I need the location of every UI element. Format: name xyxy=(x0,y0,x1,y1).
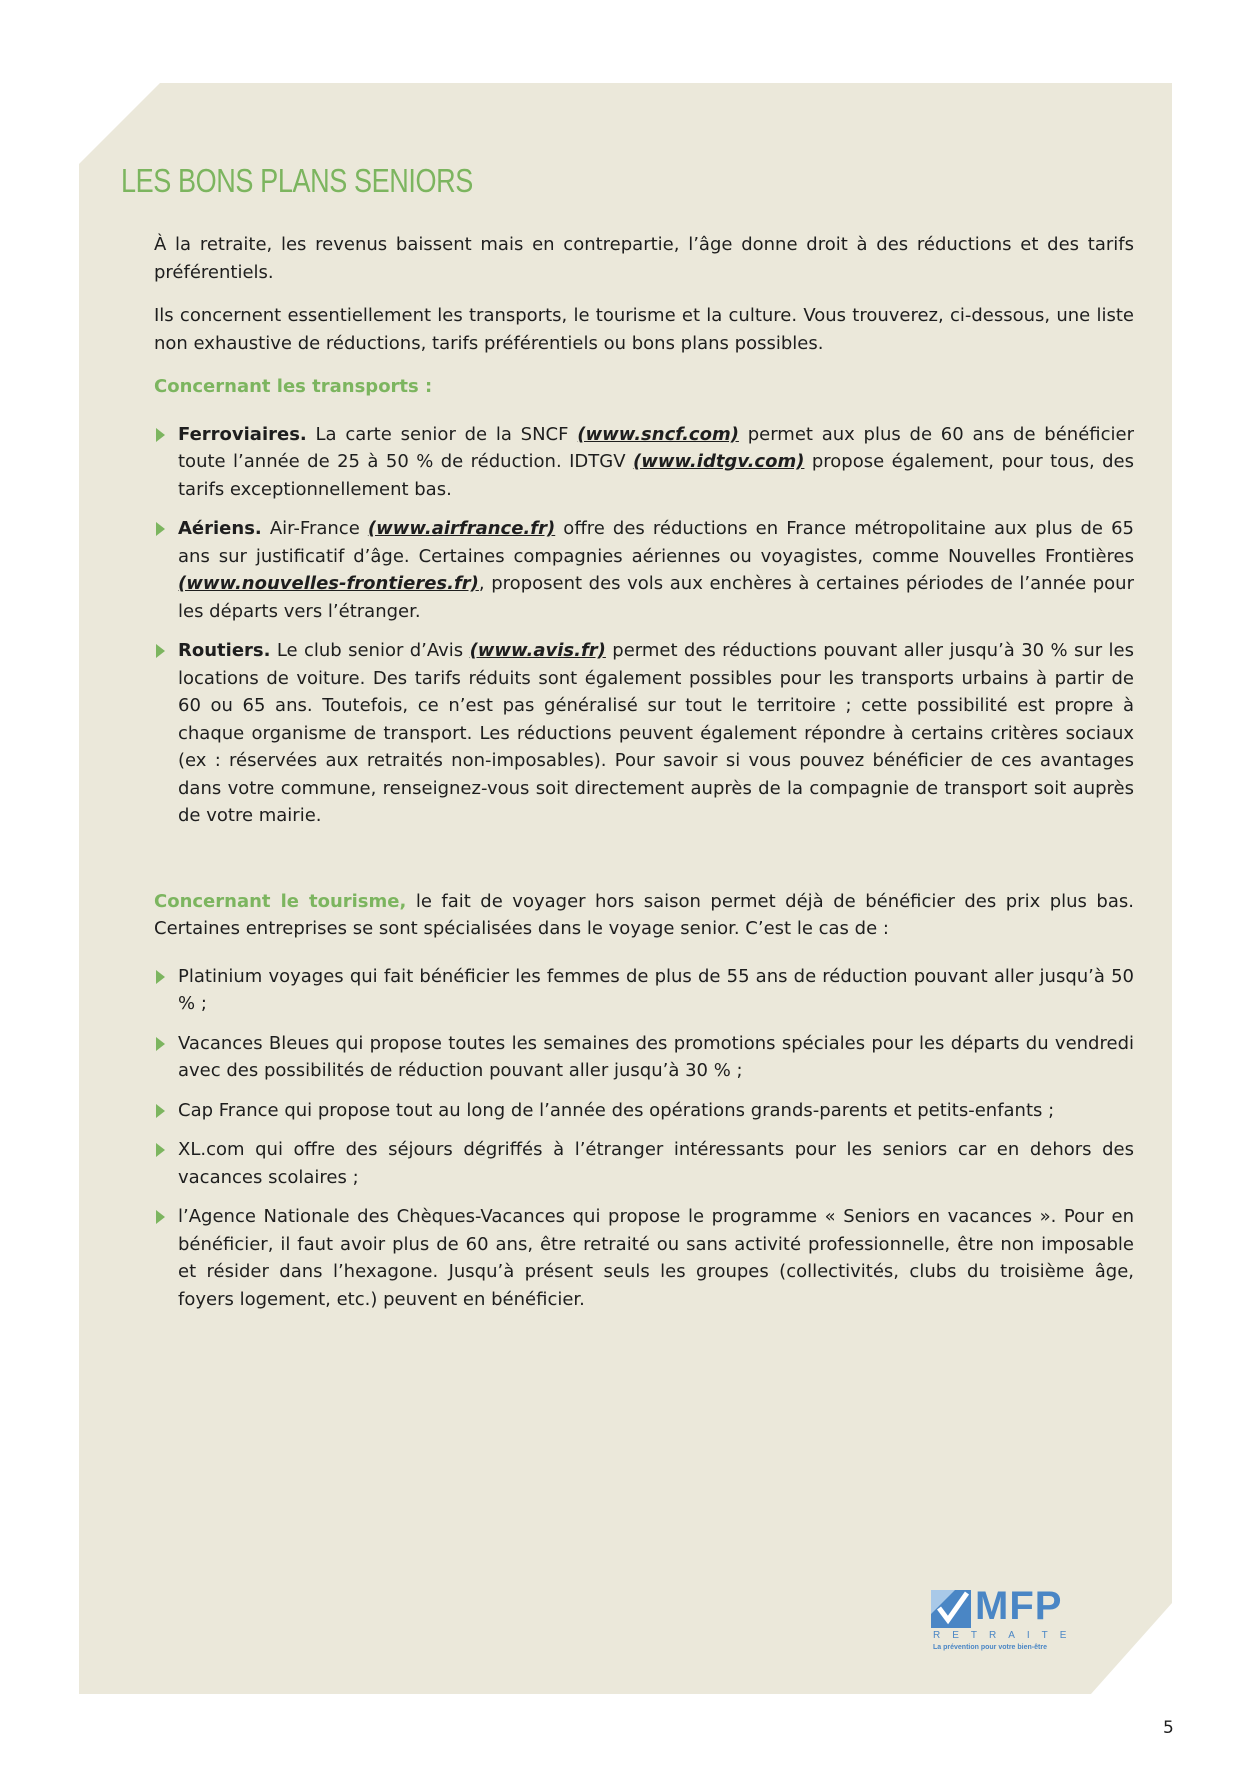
intro-paragraph-2: Ils concernent essentiellement les transports, le tourisme et la culture. Vous trouverez, ci-dessous, une liste non exhaustive de réductions, tarifs préférentiels ou bons plans possibles. xyxy=(154,305,1134,354)
item-text: offre des réductions en France métropolitaine aux plus de 65 ans sur justificatif d’âge. Certaines compagnies aériennes ou voyagistes, comme Nouvelles Frontières xyxy=(178,518,1134,567)
intro-paragraph-1: À la retraite, les revenus baissent mais en contrepartie, l’âge donne droit à des réductions et des tarifs préférentiels. xyxy=(154,234,1134,283)
bullet-arrow-icon xyxy=(156,970,165,984)
item-text: Platinium voyages qui fait bénéficier les femmes de plus de 55 ans de réduction pouvant aller jusqu’à 50 % ; xyxy=(178,965,1134,1014)
list-item xyxy=(154,963,1134,1018)
item-text: l’Agence Nationale des Chèques-Vacances qui propose le programme « Seniors en vacances ». Pour en bénéficier, il faut avoir plus de 60 ans, être retraité ou sans activité professionnelle, être non imposable et résider dans l’hexagone. Jusqu’à présent seuls les groupes (collectivités, clubs du troisième âge, foyers logement, etc.) peuvent en bénéficier. xyxy=(178,1206,1134,1310)
tourisme-text: le fait de voyager hors saison permet déjà de bénéficier des prix plus bas. Certaines entreprises se sont spécialisées dans le voyage senior. C’est le cas de : xyxy=(154,890,1134,939)
page-title: LES BONS PLANS SENIORS xyxy=(121,162,473,199)
item-text: , proposent des vols aux enchères à certaines périodes de l’année pour les départs vers l’étranger. xyxy=(178,573,1134,622)
item-label: Ferroviaires. xyxy=(178,423,307,445)
bullet-arrow-icon xyxy=(156,1210,165,1224)
bullet-arrow-icon xyxy=(156,1104,165,1118)
list-item-routiers xyxy=(154,637,1134,830)
tourisme-list xyxy=(154,963,1134,1314)
idtgv-link[interactable]: (www.idtgv.com) xyxy=(632,451,805,472)
page-number: 5 xyxy=(1163,1718,1174,1738)
item-text: XL.com qui offre des séjours dégriffés à l’étranger intéressants pour les seniors car en dehors des vacances scolaires ; xyxy=(178,1139,1134,1188)
item-text: La carte senior de la SNCF xyxy=(306,423,578,445)
nouvelles-frontieres-link[interactable]: (www.nouvelles-frontieres.fr) xyxy=(178,573,479,594)
sncf-link[interactable]: (www.sncf.com) xyxy=(577,423,739,445)
item-text: Le club senior d’Avis xyxy=(270,640,470,661)
bullet-arrow-icon xyxy=(156,522,165,536)
airfrance-link[interactable]: (www.airfrance.fr) xyxy=(367,518,556,539)
list-item xyxy=(154,1097,1134,1125)
list-item-ferroviaires xyxy=(154,421,1134,504)
bullet-arrow-icon xyxy=(156,428,165,442)
list-item xyxy=(154,1030,1134,1085)
item-label: Aériens. xyxy=(178,518,262,539)
logo-tagline: La prévention pour votre bien-être xyxy=(933,1644,1047,1651)
bullet-arrow-icon xyxy=(156,1143,165,1157)
mfp-emblem-icon xyxy=(931,1590,971,1628)
list-item xyxy=(154,1203,1134,1313)
avis-link[interactable]: (www.avis.fr) xyxy=(469,640,606,661)
bullet-arrow-icon xyxy=(156,1037,165,1051)
item-label: Routiers. xyxy=(178,640,271,661)
logo-subtitle: RETRAITE xyxy=(933,1630,1079,1641)
bullet-arrow-icon xyxy=(156,644,165,658)
list-item xyxy=(154,1136,1134,1191)
transports-heading: Concernant les transports : xyxy=(154,376,433,397)
transports-list xyxy=(154,421,1134,830)
item-text: Cap France qui propose tout au long de l’année des opérations grands-parents et petits-enfants ; xyxy=(178,1099,1055,1121)
item-text: Air-France xyxy=(261,518,368,539)
tourisme-paragraph xyxy=(154,888,1134,943)
item-text: propose également, pour tous, des tarifs exceptionnellement bas. xyxy=(178,451,1134,500)
mfp-logo xyxy=(929,1584,1079,1651)
item-text: Vacances Bleues qui propose toutes les semaines des promotions spéciales pour les départs du vendredi avec des possibilités de réduction pouvant aller jusqu’à 30 % ; xyxy=(178,1032,1134,1081)
logo-name: MFP xyxy=(975,1584,1063,1628)
list-item-aeriens xyxy=(154,515,1134,625)
content-body xyxy=(154,231,1134,1325)
tourisme-lead: Concernant le tourisme, xyxy=(154,890,407,912)
item-text: permet aux plus de 60 ans de bénéficier toute l’année de 25 à 50 % de réduction. IDTGV xyxy=(178,423,1134,472)
item-text: permet des réductions pouvant aller jusqu’à 30 % sur les locations de voiture. Des tarifs réduits sont également possibles pour les transports urbains à partir de 60 ou 65 ans. Toutefois, ce n’est pas généralisé sur tout le territoire ; cette possibilité est propre à chaque organisme de transport. Les réductions peuvent également répondre à certains critères sociaux (ex : réservées aux retraités non-imposables). Pour savoir si vous pouvez bénéficier de ces avantages dans votre commune, renseignez-vous soit directement auprès de la compagnie de transport soit auprès de votre mairie. xyxy=(178,640,1134,826)
